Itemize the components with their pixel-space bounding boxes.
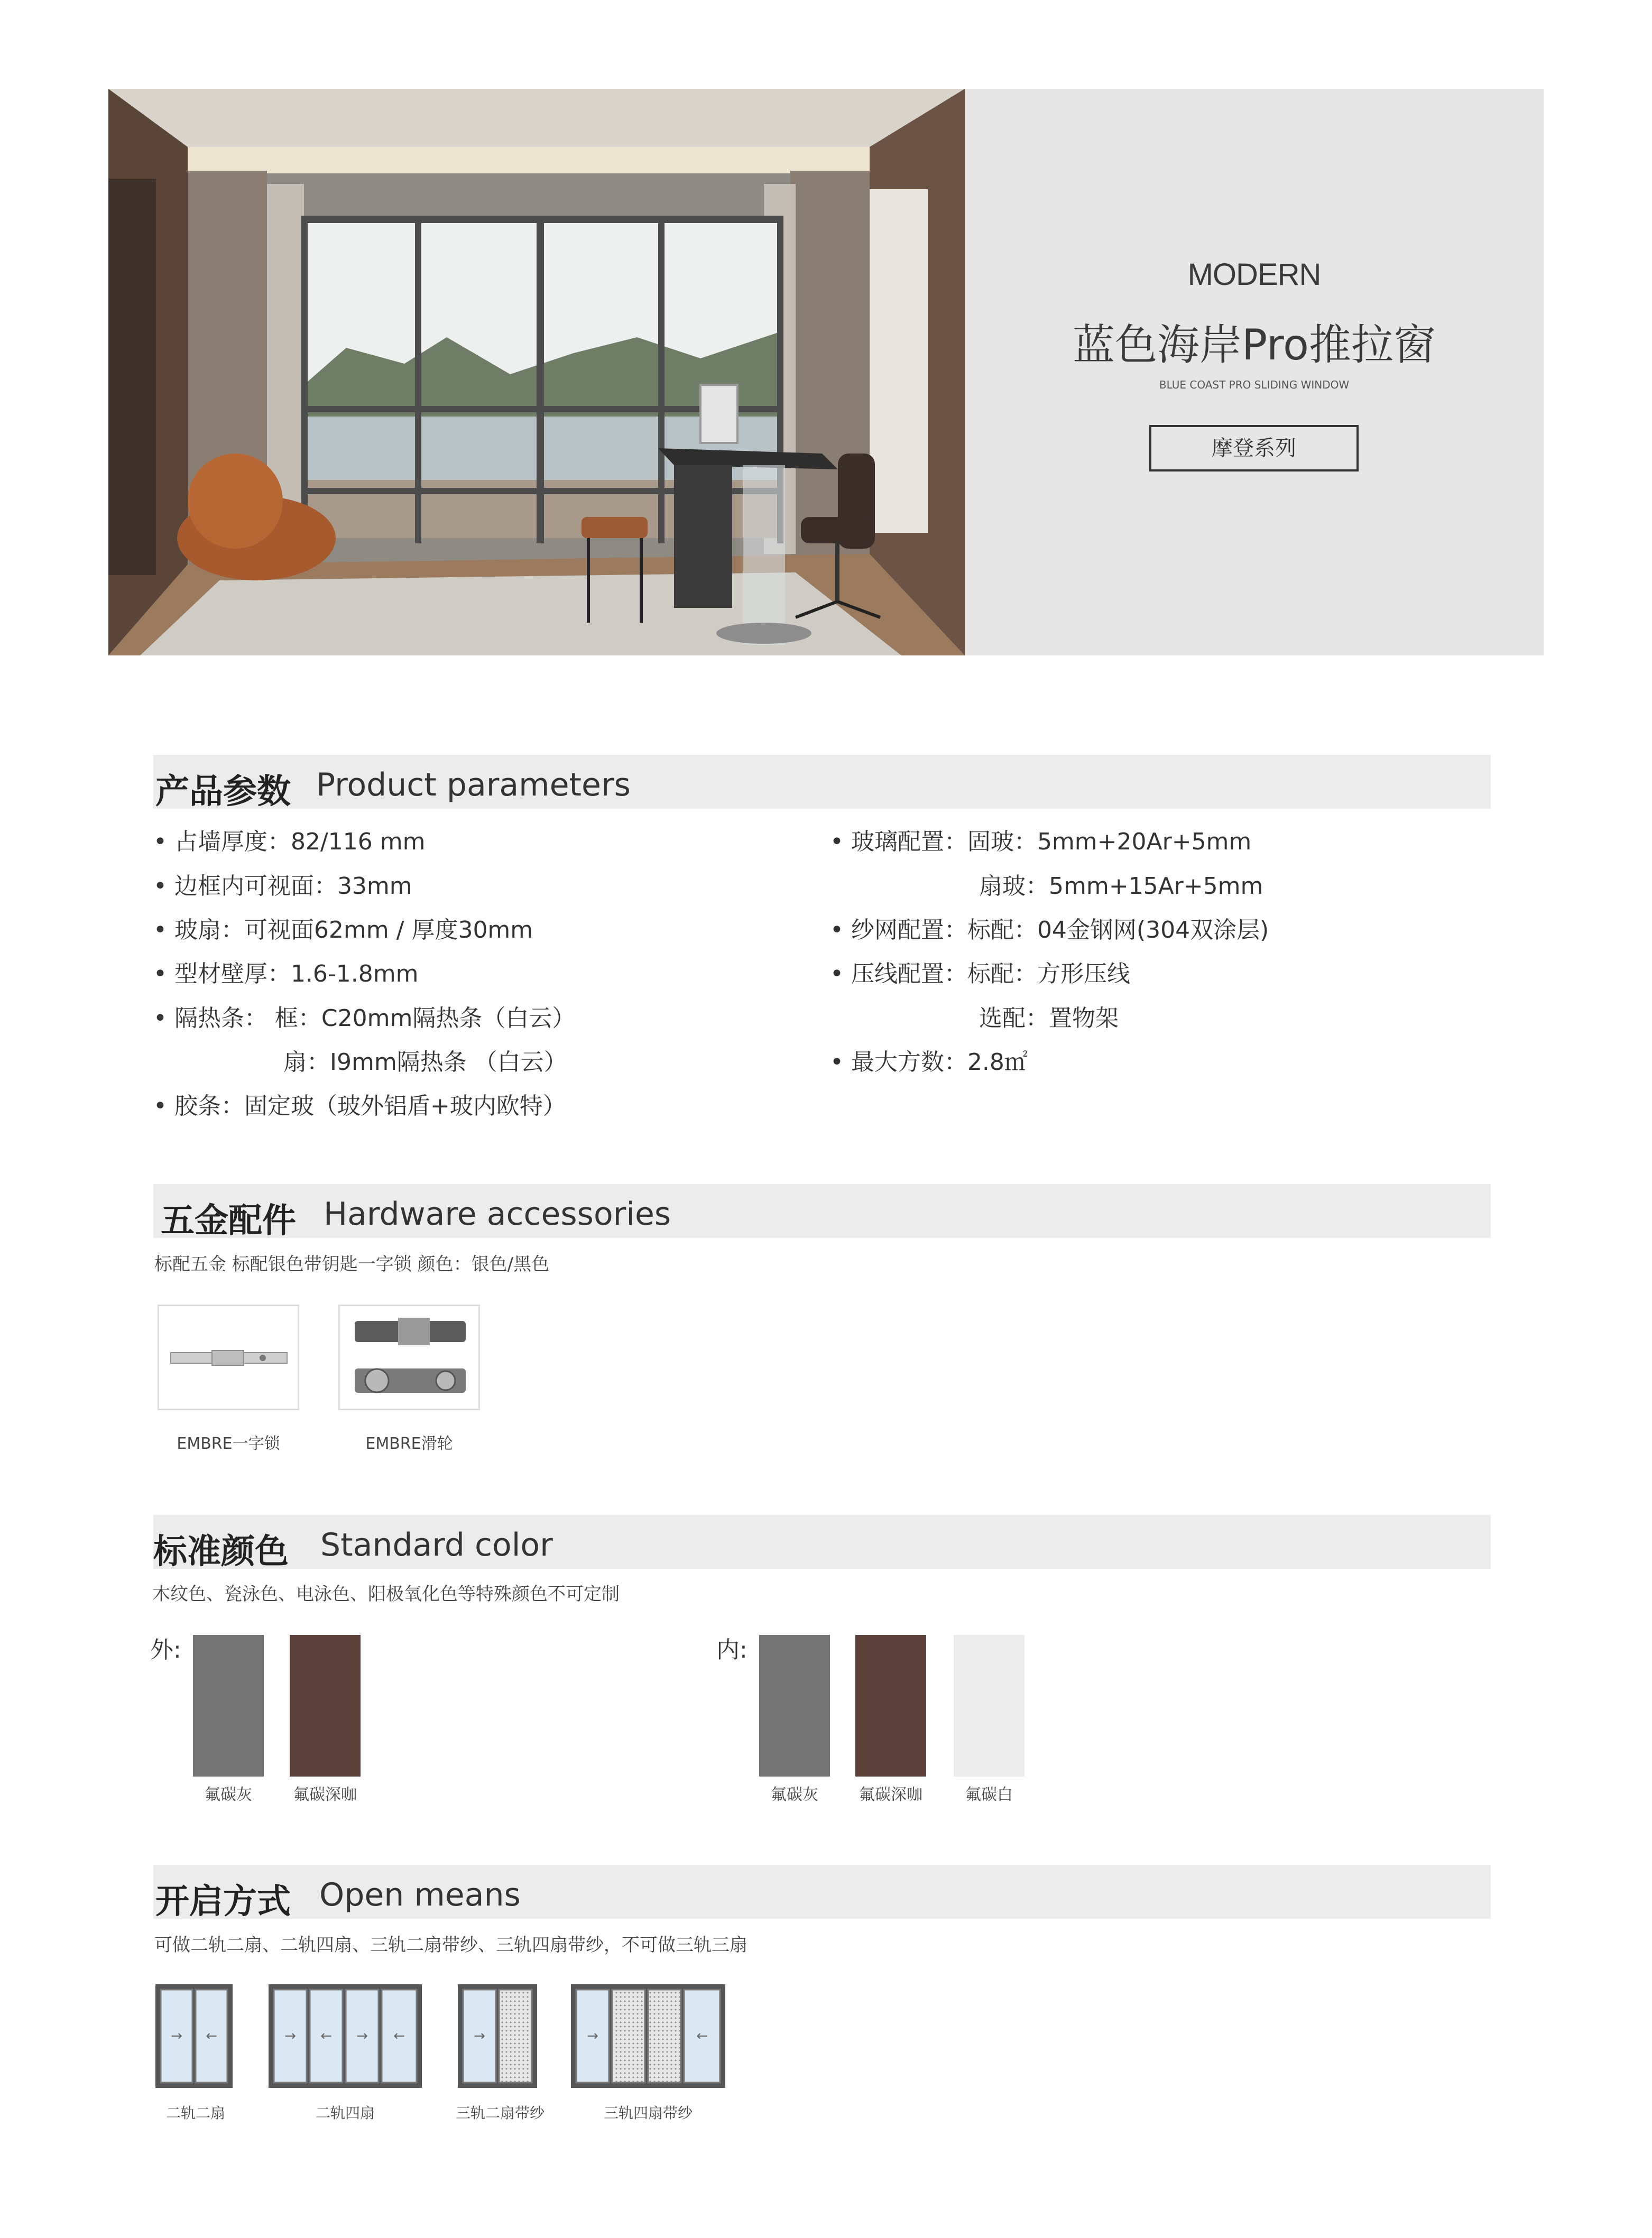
param-item: 扇玻：5mm+15Ar+5mm — [979, 873, 1263, 900]
color-name: 氟碳灰 — [771, 1786, 818, 1804]
svg-text:→: → — [474, 2028, 485, 2044]
section-title-en: Product parameters — [316, 766, 631, 803]
param-item: • 胶条：固定玻（玻外铝盾+玻内欧特） — [153, 1093, 566, 1120]
section-title-zh: 五金配件 — [161, 1201, 296, 1241]
param-item: 选配：置物架 — [979, 1005, 1119, 1032]
color-name: 氟碳深咖 — [859, 1786, 922, 1804]
hardware-image-roller — [338, 1305, 480, 1410]
color-name: 氟碳灰 — [205, 1786, 252, 1804]
param-item: • 占墙厚度：82/116 mm — [153, 828, 426, 855]
open-type-caption: 三轨二扇带纱 — [455, 2104, 544, 2122]
hero-info-panel — [965, 89, 1544, 655]
svg-text:→: → — [356, 2028, 368, 2044]
product-title: 蓝色海岸Pro推拉窗 — [1073, 320, 1436, 369]
open-type-caption: 三轨四扇带纱 — [603, 2104, 693, 2122]
section-title-zh: 产品参数 — [155, 772, 291, 811]
param-item: • 隔热条： 框：C20mm隔热条（白云） — [153, 1005, 576, 1032]
color-note: 木纹色、瓷泳色、电泳色、阳极氧化色等特殊颜色不可定制 — [152, 1584, 620, 1605]
product-english-title: BLUE COAST PRO SLIDING WINDOW — [1159, 378, 1350, 391]
color-name: 氟碳深咖 — [293, 1786, 357, 1804]
svg-text:←: ← — [320, 2028, 332, 2044]
crescent-lock-icon — [159, 1306, 298, 1409]
hardware-image-lock — [158, 1305, 299, 1410]
color-swatch — [193, 1635, 264, 1777]
svg-text:←: ← — [393, 2028, 405, 2044]
section-title-en: Open means — [319, 1876, 521, 1913]
section-header-open — [153, 1865, 1491, 1919]
color-swatch — [759, 1635, 830, 1777]
section-title-en: Standard color — [320, 1527, 553, 1564]
open-type-caption: 二轨四扇 — [315, 2104, 375, 2122]
series-badge: 摩登系列 — [1149, 425, 1359, 471]
svg-text:→: → — [284, 2028, 296, 2044]
sliding-types-diagram — [153, 1982, 745, 2093]
hero-photo — [108, 89, 965, 655]
param-item: • 边框内可视面：33mm — [153, 873, 412, 900]
hardware-caption: EMBRE一字锁 — [177, 1435, 280, 1453]
param-item: • 型材壁厚：1.6-1.8mm — [153, 960, 419, 987]
brand-label: MODERN — [1187, 257, 1321, 292]
color-swatch — [855, 1635, 926, 1777]
param-item: • 纱网配置：标配：04金钢网(304双涂层) — [830, 917, 1269, 944]
section-title-zh: 标准颜色 — [153, 1532, 289, 1571]
hardware-note: 标配五金 标配银色带钥匙一字锁 颜色：银色/黑色 — [154, 1254, 550, 1275]
three-track-two-sash-screen-icon — [458, 1984, 537, 2088]
exterior-label: 外: — [150, 1636, 181, 1663]
hardware-caption: EMBRE滑轮 — [365, 1435, 453, 1453]
three-track-four-sash-screen-icon — [571, 1984, 725, 2088]
param-item: • 玻扇：可视面62mm / 厚度30mm — [153, 917, 533, 944]
interior-label: 内: — [716, 1636, 747, 1663]
param-item: • 玻璃配置：固玻：5mm+20Ar+5mm — [830, 828, 1252, 855]
param-item: • 最大方数：2.8㎡ — [830, 1049, 1028, 1076]
svg-text:←: ← — [206, 2028, 217, 2044]
roller-icon — [340, 1306, 478, 1409]
section-title-zh: 开启方式 — [155, 1882, 291, 1921]
section-header-params — [153, 755, 1491, 809]
open-type-caption: 二轨二扇 — [165, 2104, 225, 2122]
color-swatch — [954, 1635, 1025, 1777]
svg-text:←: ← — [696, 2028, 708, 2044]
open-note: 可做二轨二扇、二轨四扇、三轨二扇带纱、三轨四扇带纱，不可做三轨三扇 — [154, 1935, 747, 1956]
svg-text:→: → — [171, 2028, 182, 2044]
section-header-hardware — [153, 1184, 1491, 1241]
section-header-colors — [153, 1515, 1491, 1569]
living-room-image — [108, 89, 965, 655]
color-name: 氟碳白 — [965, 1786, 1013, 1804]
two-track-two-sash-icon — [155, 1984, 233, 2088]
param-item: 扇：I9mm隔热条 （白云） — [283, 1049, 567, 1076]
two-track-four-sash-icon — [269, 1984, 422, 2088]
color-swatch — [290, 1635, 361, 1777]
section-title-en: Hardware accessories — [324, 1196, 671, 1233]
param-item: • 压线配置：标配：方形压线 — [830, 960, 1130, 987]
svg-text:→: → — [587, 2028, 598, 2044]
